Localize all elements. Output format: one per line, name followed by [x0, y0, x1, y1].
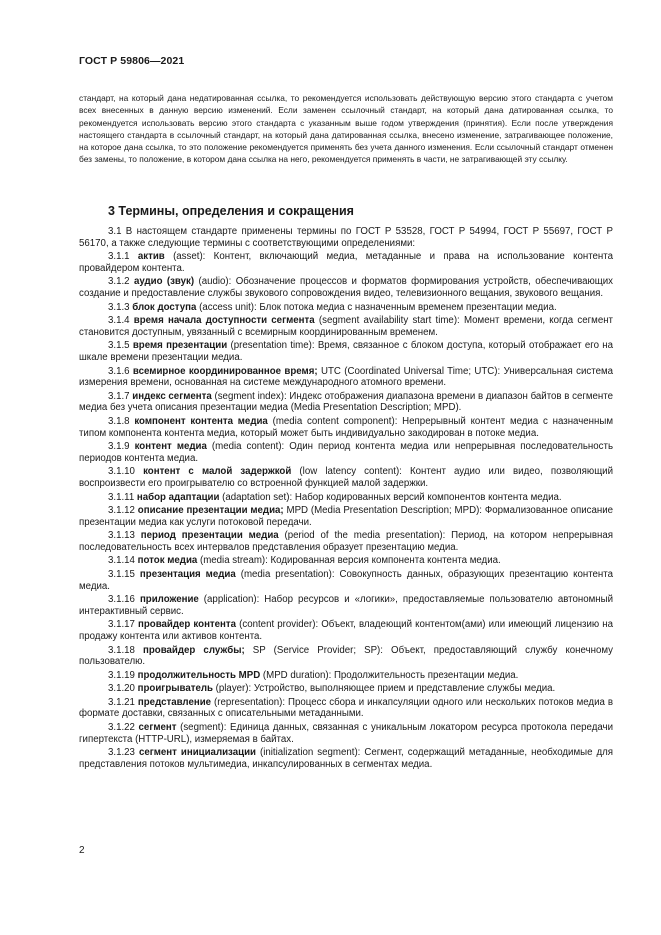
- term-definition: (media presentation): Совокупность данных, образующих презентацию контента медиа.: [79, 568, 613, 592]
- term-number: 3.1.9: [108, 441, 130, 453]
- term-number: 3.1.10: [108, 466, 135, 478]
- term-definition: (adaptation set): Набор кодированных версий компонентов контента медиа.: [219, 491, 562, 503]
- term-number: 3.1.23: [108, 747, 135, 759]
- term-number: 3.1.14: [108, 555, 135, 567]
- term-entry: [79, 555, 613, 567]
- term-name: контент с малой задержкой: [143, 466, 292, 478]
- term-number: 3.1.5: [108, 340, 130, 352]
- term-definition: (asset): Контент, включающий медиа, метаданные и права на использование контента провайдером контента.: [79, 251, 613, 274]
- term-entry: [79, 683, 613, 695]
- term-definition: (application): Набор ресурсов и «логики», предоставляемые пользователю автономный интерактивный сервис.: [79, 594, 613, 617]
- term-name: провайдер службы;: [143, 644, 245, 656]
- term-definition: (initialization segment): Сегмент, содержащий метаданные, необходимые для представления потоков мультимедиа, инкапсулированных в сегментах медиа.: [79, 747, 613, 770]
- page-number: 2: [79, 845, 85, 856]
- term-entry: [79, 505, 613, 528]
- term-definition: (content provider): Объект, владеющий контентом(ами) или имеющий лицензию на продажу контента или активов контента.: [79, 619, 613, 643]
- term-definition: MPD (Media Presentation Description; MPD): Формализованное описание презентации медиа как услуги потоковой передачи.: [79, 505, 613, 528]
- term-entry: [79, 416, 613, 439]
- term-entry: [79, 645, 613, 668]
- clause-3-1: 3.1 В настоящем стандарте применены термины по ГОСТ Р 53528, ГОСТ Р 54994, ГОСТ Р 55697, ГОСТ Р 56170, а также следующие термины с соответствующими определениями:: [79, 226, 613, 249]
- term-number: 3.1.1: [108, 251, 130, 263]
- term-definition: (segment): Единица данных, связанная с уникальным локатором ресурса протокола передачи гипертекста (HTTP-URL), измеряемая в байтах.: [79, 721, 613, 745]
- term-name: проигрыватель: [137, 683, 213, 695]
- term-number: 3.1.4: [108, 315, 130, 327]
- term-name: время презентации: [132, 340, 228, 352]
- term-number: 3.1.17: [108, 619, 135, 631]
- term-entry: [79, 315, 613, 338]
- term-entry: [79, 441, 613, 464]
- term-name: индекс сегмента: [132, 390, 212, 402]
- term-definition: (representation): Процесс сбора и инкапсуляции одного или нескольких потоков медиа в формате доставки, связанных с описательными метаданными.: [79, 696, 613, 720]
- term-name: набор адаптации: [136, 491, 220, 503]
- term-number: 3.1.13: [108, 530, 135, 542]
- term-name: время начала доступности сегмента: [133, 315, 315, 327]
- term-entry: [79, 530, 613, 553]
- term-name: презентация медиа: [139, 568, 236, 580]
- term-definition: UTC (Coordinated Universal Time; UTC): Универсальная система измерения времени, основанная на системе международного атомного времени.: [79, 365, 613, 389]
- term-entry: [79, 697, 613, 720]
- term-entry: [79, 670, 613, 682]
- section-title: 3 Термины, определения и сокращения: [108, 204, 354, 218]
- term-definition: (low latency content): Контент аудио или видео, позволяющий воспроизвести его проигрывателю со встроенной функцией малой задержки.: [79, 466, 613, 490]
- term-number: 3.1.18: [108, 644, 135, 656]
- term-number: 3.1.15: [108, 568, 135, 580]
- term-name: всемирное координированное время;: [132, 365, 318, 377]
- term-definition: (audio): Обозначение процессов и форматов формирования устройств, обеспечивающих создание и предоставление службы звукового сопровождения видео, телевизионного вещания, звукового вещания.: [79, 276, 613, 300]
- term-number: 3.1.7: [108, 390, 130, 402]
- term-name: провайдер контента: [138, 619, 237, 631]
- term-definition: (presentation time): Время, связанное с блоком доступа, который отображает его на шкале времени презентации медиа.: [79, 340, 613, 364]
- term-name: сегмент инициализации: [138, 747, 256, 759]
- term-name: аудио (звук): [133, 276, 195, 288]
- term-name: контент медиа: [134, 441, 207, 453]
- term-entry: [79, 302, 613, 314]
- term-number: 3.1.12: [108, 505, 135, 517]
- term-entry: [79, 276, 613, 299]
- term-definition: (period of the media presentation): Период, на котором непрерывная последовательность всех интервалов представления образует презентацию медиа.: [79, 530, 613, 553]
- term-definition: (media content): Один период контента медиа или непрерывная последовательность периодов контента медиа.: [79, 441, 613, 464]
- term-number: 3.1.8: [108, 415, 130, 427]
- term-entry: [79, 466, 613, 489]
- term-entry: [79, 747, 613, 770]
- term-number: 3.1.3: [108, 301, 130, 313]
- term-name: компонент контента медиа: [134, 415, 268, 427]
- term-definition: (access unit): Блок потока медиа с назначенным временем презентации медиа.: [196, 301, 557, 313]
- term-number: 3.1.21: [108, 696, 135, 708]
- terms-list: [79, 226, 613, 771]
- term-definition: (segment availability start time): Момент времени, когда сегмент становится доступным, увязанный с всемирным координированным временем.: [79, 315, 613, 338]
- term-name: представление: [137, 696, 212, 708]
- term-number: 3.1.20: [108, 683, 135, 695]
- term-name: описание презентации медиа;: [137, 505, 284, 517]
- intro-paragraph: стандарт, на который дана недатированная ссылка, то рекомендуется использовать действующую версию этого стандарта с учетом всех внесенных в данную версию изменений. Если заменен ссылочный стандарт, на который дана датированная ссылка, то рекомендуется использовать версию этого стандарта с указанным выше годом утверждения (принятия). Если после утверждения настоящего стандарта в ссылочный стандарт, на который дана датированная ссылка, внесено изменение, затрагивающее положение, на которое дана ссылка, то это положение рекомендуется применять без учета данного изменения. Если ссылочный стандарт отменен без замены, то положение, в котором дана ссылка на него, рекомендуется применять в части, не затрагивающей эту ссылку.: [79, 93, 613, 165]
- term-name: блок доступа: [132, 301, 197, 313]
- term-definition: (player): Устройство, выполняющее прием и представление службы медиа.: [212, 683, 556, 695]
- term-definition: (segment index): Индекс отображения диапазона времени в диапазон байтов в сегменте медиа без учета описания презентации медиа (Media Presentation Description; MPD).: [79, 390, 613, 414]
- term-entry: [79, 366, 613, 389]
- term-entry: [79, 492, 613, 504]
- term-number: 3.1.22: [108, 721, 135, 733]
- term-name: период презентации медиа: [140, 530, 279, 542]
- term-entry: [79, 594, 613, 617]
- term-name: актив: [137, 251, 165, 263]
- term-definition: (media stream): Кодированная версия компонента контента медиа.: [197, 555, 501, 567]
- term-entry: [79, 251, 613, 274]
- term-number: 3.1.19: [108, 669, 135, 681]
- term-name: продолжительность MPD: [137, 669, 261, 681]
- term-number: 3.1.11: [108, 491, 135, 503]
- term-name: сегмент: [138, 721, 177, 733]
- term-entry: [79, 340, 613, 363]
- page-header-standard: ГОСТ Р 59806—2021: [79, 55, 185, 67]
- term-name: поток медиа: [137, 555, 198, 567]
- term-number: 3.1.2: [108, 276, 130, 288]
- term-entry: [79, 619, 613, 642]
- term-definition: (MPD duration): Продолжительность презентации медиа.: [260, 669, 519, 681]
- term-definition: (media content component): Непрерывный контент медиа с назначенным типом компонента контента медиа, который может быть индивидуально закодирован в потоке медиа.: [79, 415, 613, 439]
- term-name: приложение: [139, 594, 199, 606]
- term-number: 3.1.16: [108, 594, 135, 606]
- term-entry: [79, 391, 613, 414]
- term-definition: SP (Service Provider; SP): Объект, предоставляющий службу конечному пользователю.: [79, 644, 613, 668]
- term-number: 3.1.6: [108, 365, 130, 377]
- term-entry: [79, 569, 613, 592]
- term-entry: [79, 722, 613, 745]
